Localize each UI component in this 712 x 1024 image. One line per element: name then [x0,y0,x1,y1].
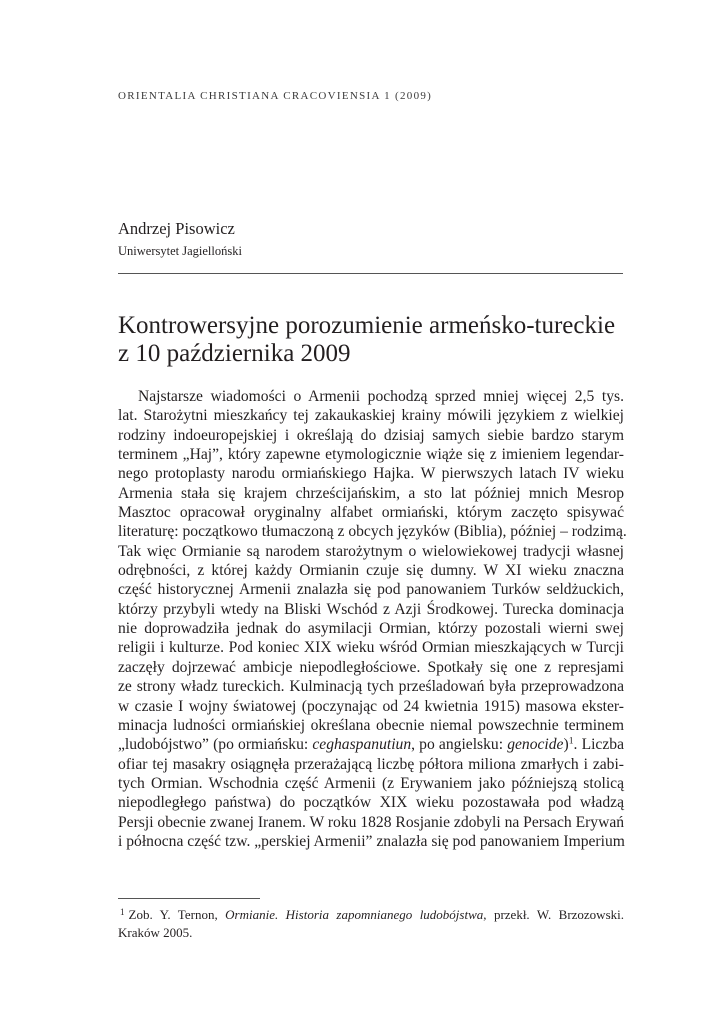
body-line: nego protoplasty narodu ormiańskiego Hajka. W pierwszych latach IV wieku [118,465,624,483]
body-line: terminem „Haj”, który zapewne etymologicznie wiąże się z imieniem legendar- [118,446,624,464]
body-line: Masztoc opracował oryginalny alfabet ormiański, którym zaczęto spisywać [118,504,624,522]
text-run: Zob. Y. Ternon, [128,907,226,922]
footnote [118,906,624,942]
body-line: niepodległego państwa) do początków XIX wieku pozostawała pod władzą [118,794,624,812]
body-line: zaczęły dojrzewać ambicje niepodległościowe. Spotkały się one z represjami [118,658,624,676]
body-line: odrębności, z której każdy Ormianin czuje się dumny. W XI wieku znaczna [118,562,624,580]
body-line-ludobojstwo [118,735,624,754]
body-line: literaturę: początkowo tłumaczoną z obcych języków (Biblia), później – rodzimą. [118,523,627,541]
body-line: którzy przybyli wtedy na Bliski Wschód z Azji Środkowej. Turecka dominacja [118,600,624,618]
footnote-ref[interactable]: 1 [568,735,574,747]
body-line: Armenia stała się krajem chrześcijańskim, a sto lat później mnich Mesrop [118,484,624,502]
italic-term-armenian: ceghaspanutiun [312,736,412,754]
text-run: , przekł. W. Brzozowski. [483,907,624,922]
running-head: ORIENTALIA CHRISTIANA CRACOVIENSIA 1 (2009) [118,90,433,102]
body-line: i północna część tzw. „perskiej Armenii” znalazła się pod panowaniem Imperium [118,832,625,850]
body-line: ze strony władz tureckich. Kulminacją tych prześladowań była przeprowadzona [118,678,624,696]
title-line: Kontrowersyjne porozumienie armeńsko-tureckie [118,312,616,339]
footnote-line: Kraków 2005. [118,925,193,940]
text-run: . Liczba [573,736,624,754]
title-line: z 10 października 2009 [118,340,351,367]
body-line: rodziny indoeuropejskiej i określają do dzisiaj samych siebie bardzo starym [118,426,624,444]
body-line: lat. Starożytni mieszkańcy tej zakaukaskiej krainy mówili językiem z wielkiej [118,407,624,425]
body-line: nie doprowadziła jednak do asymilacji Ormian, którzy pozostali wierni swej [118,620,624,638]
text-run: „ludobójstwo” (po ormiańsku: [118,736,313,754]
text-run: , po angielsku: [411,736,508,754]
body-line: w czasie I wojny światowej (poczynając od 24 kwietnia 1915) masowa ekster- [118,697,624,715]
footnote-separator [118,898,260,899]
body-paragraph [118,387,627,851]
body-line: minacja ludności ormiańskiej określana obecnie niemal powszechnie terminem [118,716,624,734]
text-run: ) [563,736,569,754]
footnote-number: 1 [120,907,125,917]
body-line: Tak więc Ormianie są narodem starożytnym o wielowiekowej tradycji własnej [118,542,624,560]
body-line: Najstarsze wiadomości o Armenii pochodzą sprzed mniej więcej 2,5 tys. [138,388,624,405]
body-line: tych Ormian. Wschodnia część Armenii (z Erywaniem jako późniejszą stolicą [118,774,624,792]
body-line: Persji obecnie zwanej Iranem. W roku 1828 Rosjanie zdobyli na Persach Erywań [118,813,625,831]
body-line: część historycznej Armenii znalazła się pod panowaniem Turków seldżuckich, [118,581,624,599]
author-name: Andrzej Pisowicz [118,219,235,238]
italic-term-english: genocide [507,736,564,754]
header-rule [118,273,623,274]
body-line: ofiar tej masakry osiągnęła przerażającą liczbę półtora miliona zmarłych i zabi- [118,755,624,773]
author-affiliation: Uniwersytet Jagielloński [118,244,242,258]
article-title [118,312,628,368]
footnote-book-title: Ormianie. Historia zapomnianego ludobójstwa [225,907,484,922]
footnote-line [118,906,624,924]
body-line: religii i kulturze. Pod koniec XIX wieku wśród Ormian mieszkających w Turcji [118,639,624,657]
